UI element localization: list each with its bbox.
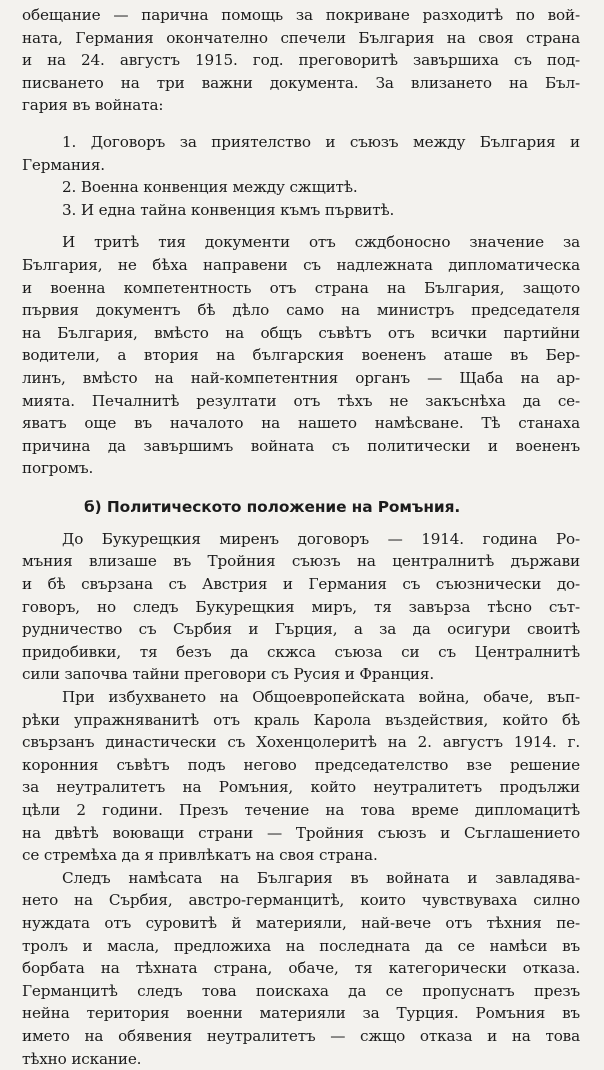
text-line: на България, вмѣсто на общъ съвѣтъ отъ всички партийни [22,323,580,342]
text-line: мъния влизаше въ Тройния съюзъ на централнитѣ държави [22,552,580,571]
text-line: свързанъ династически съ Хохенцолеритѣ на 2. августъ 1914. г. [22,733,580,752]
spacer [22,480,580,496]
text-line: тѣхно искание. [22,1049,142,1068]
text-line: мията. Печалнитѣ резултати отъ тѣхъ не закъснѣха да се- [22,391,580,410]
text-line: рѣки упражняванитѣ отъ краль Карола въздействия, който бѣ [22,710,580,729]
text-line: водители, а втория на българския воененъ аташе въ Бер- [22,346,580,365]
text-line: името на обявения неутралитетъ — сжщо отказа и на това [22,1026,580,1045]
text-line: нуждата отъ суровитѣ й материяли, най-вече отъ тѣхния пе- [22,913,580,932]
text-line: на двѣтѣ воюващи страни — Тройния съюзъ и Съглашението [22,823,580,842]
text-line: гария въ войната: [22,96,164,115]
text-line: писването на три важни документа. За влизането на Бъл- [22,73,580,92]
text-line: се стремѣха да я привлѣкатъ на своя страна. [22,846,378,865]
text-line: И тритѣ тия документи отъ сждбоносно значение за [62,233,580,252]
text-line: нейна територия военни материяли за Турция. Ромъния въ [22,1004,580,1023]
text-line: България, не бѣха направени съ надлежната дипломатическа [22,255,580,274]
paragraph-neutrality [22,686,580,867]
spacer [22,221,580,231]
text-line: обещание — парична помощь за покриване разходитѣ по вой- [22,6,580,24]
text-line: Германцитѣ следъ това поискаха да се пропуснатъ презъ [22,981,580,1000]
paragraph-documents [22,231,580,480]
text-line: придобивки, тя безъ да скжса съюза си съ Централнитѣ [22,642,580,661]
text-line: коронния съвѣтъ подъ негово председателство взе решение [22,755,580,774]
text-line: тролъ и масла, предложиха на последната да се намѣси въ [22,936,580,955]
text-line: линъ, вмѣсто на най-компетентния органъ — Щаба на ар- [22,368,580,387]
text-line: и военна компетентность отъ страна на България, защото [22,278,580,297]
paragraph-romania-treaty [22,528,580,686]
list-item: 2. Военна конвенция между сжщитѣ. [62,178,358,197]
list-item-continuation: Германия. [22,155,105,174]
text-line: за неутралитетъ на Ромъния, който неутралитетъ продължи [22,778,580,797]
text-line: и бѣ свързана съ Австрия и Германия съ съюзнически до- [22,575,580,594]
text-line: Следъ намѣсата на България въ войната и завладява- [62,868,580,887]
intro-paragraph [22,4,580,117]
paragraph-refusal [22,867,580,1070]
text-line: говоръ, но следъ Букурещкия миръ, тя завърза тѣсно сът- [22,597,580,616]
list-item: 3. И една тайна конвенция къмъ първитѣ. [62,200,395,219]
text-line: цѣли 2 години. Презъ течение на това време дипломацитѣ [22,801,580,819]
text-line: причина да завършимъ войната съ политически и воененъ [22,436,580,455]
text-line: рудничество съ Сърбия и Гърция, а за да осигури своитѣ [22,620,580,639]
text-line: До Букурещкия миренъ договоръ — 1914. година Ро- [62,529,580,548]
text-line: погромъ. [22,459,94,478]
text-line: яватъ още въ началото на нашето намѣсване. Тѣ станаха [22,414,580,433]
text-line: първия документъ бѣ дѣло само на министръ председателя [22,301,580,320]
spacer [22,117,580,131]
spacer [22,518,580,528]
text-line: и на 24. августъ 1915. год. преговоритѣ завършиха съ под- [22,51,580,70]
text-line: ната, Германия окончателно спечели България на своя страна [22,28,580,47]
text-line: При избухването на Общоевропейската война, обаче, въп- [62,688,580,707]
text-line: нето на Сърбия, австро-германцитѣ, които чувствуваха силно [22,891,580,910]
list-item: 1. Договоръ за приятелство и съюзъ между България и [62,132,580,151]
text-line: сили започва тайни преговори съ Русия и Франция. [22,665,434,684]
text-line: борбата на тѣхната страна, обаче, тя категорически отказа. [22,959,580,978]
section-heading: б) Политическото положение на Ромъния. [84,497,461,516]
document-list [22,131,580,221]
